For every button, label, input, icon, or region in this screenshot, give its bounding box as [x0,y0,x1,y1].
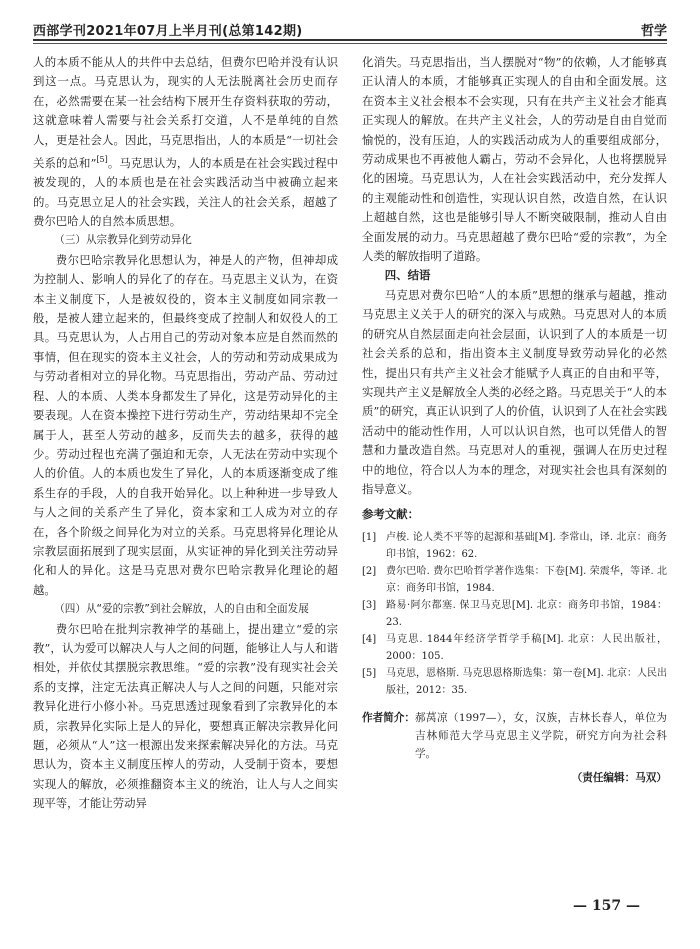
responsible-editor: （责任编辑：马双） [571,771,667,784]
citation-marker: [5] [96,155,108,165]
reference-item: [5] 马克思，恩格斯. 马克思恩格斯选集：第一卷[M]. 北京：人民出版社，2012：35. [362,667,667,696]
reference-item: [1] 卢梭. 论人类不平等的起源和基础[M]. 李常山，译. 北京：商务印书馆，1962：62. [362,531,667,560]
page-header [33,18,667,40]
author-bio [362,709,667,763]
paragraph: 人的本质不能从人的共件中去总结，但费尔巴哈并没有认识到这一点。马克思认为，现实的人无法脱离社会历史而存在，必然需要在某一社会结构下展开生存资料获取的劳动，这就意味着人需要与社会关系打交道，人不是单纯的自然人，更是社会人。因此，马克思指出，人的本质是“一切社会关系的总和”[5]。马克思认为，人的本质是在社会实践过程中被发现的，人的本质也是在社会实践活动当中被确立起来的。马克思立足人的社会实践，关注人的社会关系，超越了费尔巴哈人的自然本质思想。 [33,55,338,229]
subheading: （三）从宗教异化到劳动异化 [54,234,192,247]
left-column [33,53,338,814]
subheading: （四）从“爱的宗教”到社会解放，人的自由和全面发展 [54,603,309,616]
right-column [362,53,667,788]
journal-title: 西部学刊2021年07月上半月刊(总第142期) [33,24,303,39]
references-list [362,529,667,699]
reference-item: [4] 马克思. 1844年经济学哲学手稿[M]. 北京：人民出版社，2000：105. [362,633,667,662]
paragraph: 化消失。马克思指出，当人摆脱对“物”的依赖，人才能够真正认清人的本质，才能够真正实现人的自由和全面发展。这在资本主义社会根本不会实现，只有在共产主义社会才能真正实现人的解放。在共产主义社会，人的劳动是自由自觉而愉悦的，没有压迫，人的实践活动成为人的重要组成部分，劳动成果也不再被他人霸占，劳动不会异化，人也将摆脱异化的困境。马克思认为，人在社会实践活动中，充分发挥人的主观能动性和创造性，实现认识自然，改造自然，在认识上超越自然，这也是能够引导人不断突破限制，推动人自由全面发展的动力。马克思超越了费尔巴哈“爱的宗教”，为全人类的解放指明了道路。 [362,55,667,264]
reference-item: [3] 路易·阿尔都塞. 保卫马克思[M]. 北京：商务印书馆，1984：23. [362,599,667,628]
author-bio-text: 郝莴凉（1997—），女，汉族，吉林长春人，单位为吉林师范大学马克思主义学院，研究方向为社会科学。 [414,711,667,760]
paragraph: 费尔巴哈宗教异化思想认为，神是人的产物，但神却成为控制人、影响人的异化了的存在。马克思主义认为，在资本主义制度下，人是被奴役的，资本主义制度如同宗教一般，是被人建立起来的，但最终变成了控制人和奴役人的工具。马克思认为，人占用自己的劳动对象本应是自然而然的事情，但在现实的资本主义社会，人的劳动和劳动成果成为与劳动者相对立的异化物。马克思指出，劳动产品、劳动过程、人的本质、人类本身都发生了异化，这是劳动异化的主要表现。人在资本操控下进行劳动生产，劳动结果却不完全属于人，甚至人劳动的越多，反而失去的越多，获得的越少。劳动过程也充满了强迫和无奈，人无法在劳动中实现个人的价值。人的本质也发生了异化，人的本质逐渐变成了维系生存的手段，人的自我开始异化。以上种种进一步导致人与人之间的关系产生了异化，资本家和工人成为对立的存在，各个阶级之间异化为对立的关系。马克思将异化理论从宗教层面拓展到了现实层面，从实证神的异化到关注劳动异化和人的异化。这是马克思对费尔巴哈宗教异化理论的超越。 [33,252,338,597]
author-bio-label: 作者简介： [362,711,415,724]
header-rule-thin [33,43,667,44]
paragraph: 费尔巴哈在批判宗教神学的基础上，提出建立“爱的宗教”，认为爱可以解决人与人之间的问题，能够让人与人和谐相处，并依仗其摆脱宗教思维。“爱的宗教”没有现实社会关系的支撑，注定无法真正解决人与人之间的问题，只能对宗教异化进行小修小补。马克思透过现象看到了宗教异化的本质，宗教异化实际上是人的异化，要想真正解决宗教异化问题，必须从“人”这一根源出发来探索解决异化的方法。马克思认为，资本主义制度压榨人的劳动，人受制于资本，要想实现人的解放，必须推翻资本主义的统治，让人与人之间实现平等，才能让劳动异 [33,621,338,811]
references-title: 参考文献： [362,507,419,522]
page-number: — 157 — [573,898,640,914]
section-heading: 四、结语 [384,268,431,283]
paragraph: 马克思对费尔巴哈“人的本质”思想的继承与超越，推动马克思主义关于人的研究的深入与成熟。马克思对人的本质的研究从自然层面走向社会层面，认识到了人的本质是一切社会关系的总和，指出资本主义制度导致劳动异化的必然性，提出只有共产主义社会才能赋予人真正的自由和平等，实现共产主义是解放全人类的必经之路。马克思关于“人的本质”的研究，真正认识到了人的价值，认识到了人在社会实践活动中的能动性作用，人可以认识自然，也可以凭借人的智慧和力量改造自然。马克思对人的重视，强调人在历史过程中的地位，符合以人为本的理念，对现实社会也具有深刻的指导意义。 [362,287,667,496]
reference-item: [2] 费尔巴哈. 费尔巴哈哲学著作选集：下卷[M]. 荣震华，等译. 北京：商务印书馆，1984. [362,565,667,594]
section-label: 哲学 [640,24,667,39]
header-rule [33,39,667,41]
